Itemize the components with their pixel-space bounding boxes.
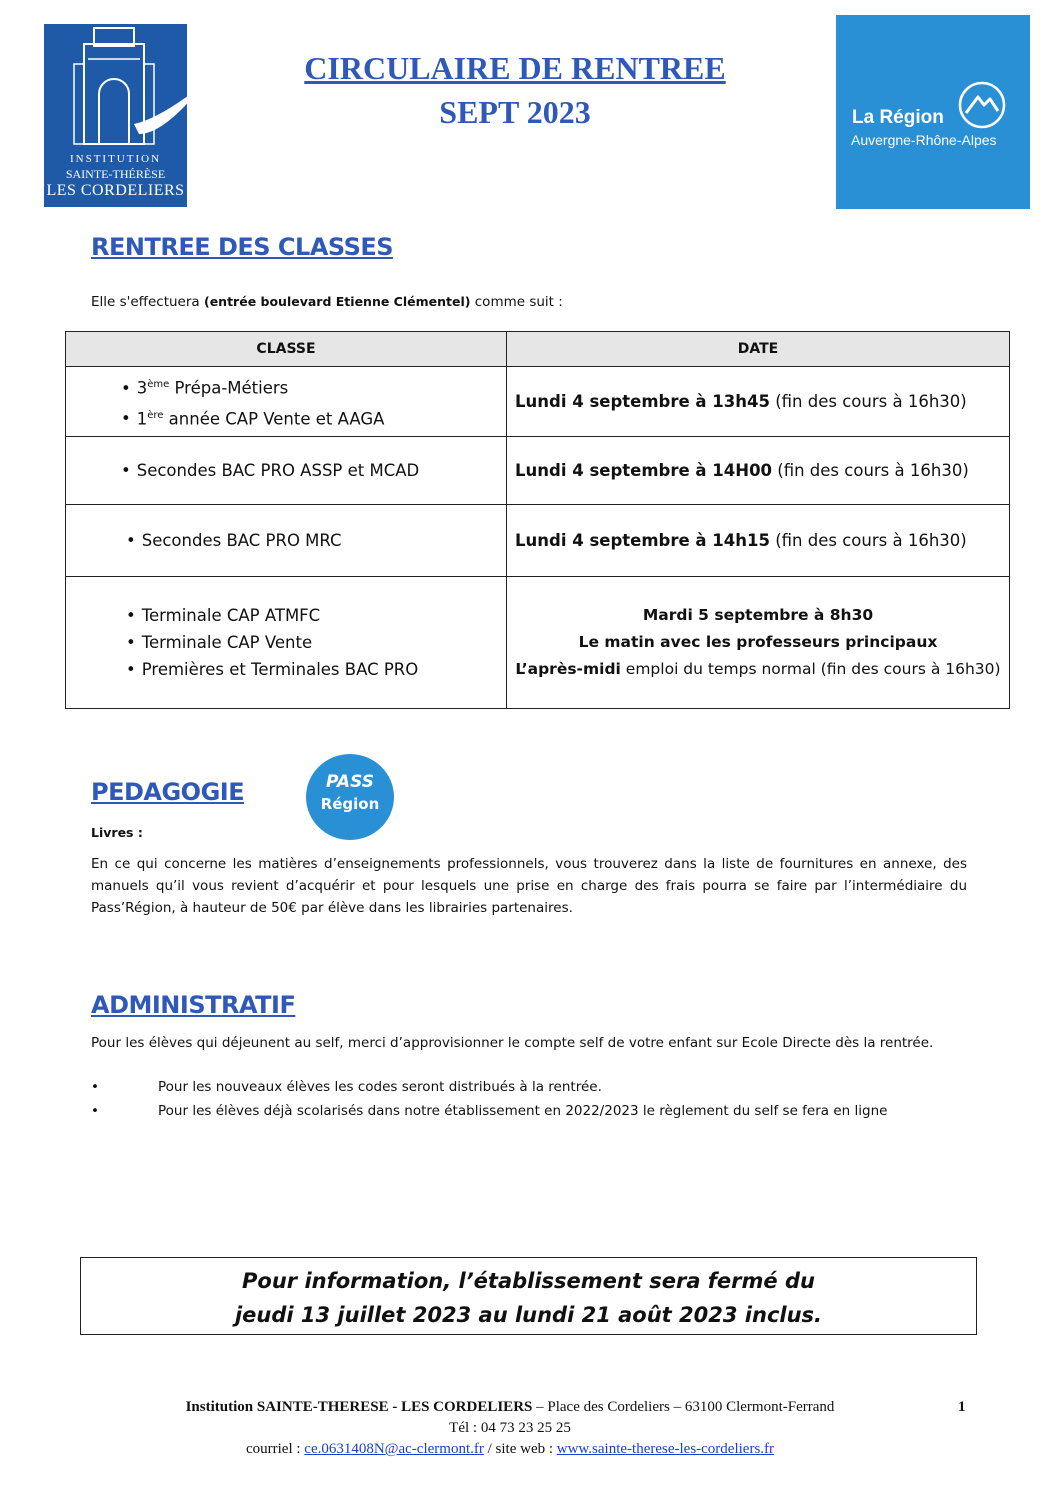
closure-line-1: Pour information, l’établissement sera fermé du [242,1269,815,1293]
pass-region-logo [306,754,394,840]
table-row [66,437,1010,505]
date-cell: Lundi 4 septembre à 13h45 (fin des cours à 16h30) [507,367,1010,437]
date-cell: Mardi 5 septembre à 8h30 Le matin avec les professeurs principaux L’après-midi emploi du temps normal (fin des cours à 16h30) [507,577,1010,709]
mountain-icon [958,81,1006,129]
classe-cell [66,577,507,709]
region-logo-subtitle: Auvergne-Rhône-Alpes [851,132,997,148]
website-link[interactable]: www.sainte-therese-les-cordeliers.fr [556,1441,775,1457]
building-icon [44,24,187,154]
classe-cell [66,505,507,577]
livres-subheading: Livres : [91,825,143,840]
classe-item: • Terminale CAP Vente [126,629,506,656]
rentree-intro-after: comme suit : [470,294,563,310]
page-number: 1 [958,1399,966,1415]
administratif-bullet: • Pour les nouveaux élèves les codes seront distribués à la rentrée. [91,1079,602,1095]
classe-item: • Secondes BAC PRO ASSP et MCAD [121,457,506,484]
rentree-heading: RENTREE DES CLASSES [91,233,394,261]
document-subtitle: SEPT 2023 [439,94,591,130]
pass-logo-line-2: Région [320,795,380,813]
date-cell: Lundi 4 septembre à 14H00 (fin des cours à 16h30) [507,437,1010,505]
pass-logo-line-1: PASS [326,772,374,792]
table-header-row [66,332,1010,367]
institution-logo [44,24,187,207]
pedagogie-paragraph: En ce qui concerne les matières d’enseignements professionnels, vous trouverez dans la liste de fournitures en annexe, des manuels qu’il vous revient d’acquérir et pour lesquels une prise en charge des frais pourra se faire par l’intermédiaire du Pass’Région, à hauteur de 50€ par élève dans les librairies partenaires. [91,856,967,916]
classe-item: • 3ème Prépa-Métiers [121,371,506,402]
table-row [66,505,1010,577]
region-logo [836,15,1030,209]
document-title: CIRCULAIRE DE RENTREE [304,50,726,86]
logo-line-3: LES CORDELIERS [46,182,185,199]
classe-item: • Premières et Terminales BAC PRO [126,656,506,683]
pedagogie-heading: PEDAGOGIE [91,778,245,806]
classe-cell [66,367,507,437]
email-link[interactable]: ce.0631408N@ac-clermont.fr [304,1441,484,1457]
footer-contact: courriel : ce.0631408N@ac-clermont.fr / site web : www.sainte-therese-les-cordeliers.fr [245,1441,775,1457]
closure-notice [80,1257,977,1335]
column-header-date: DATE [507,332,1010,367]
rentree-intro [91,291,563,313]
administratif-paragraph: Pour les élèves qui déjeunent au self, merci d’approvisionner le compte self de votre enfant sur Ecole Directe dès la rentrée. [91,1035,934,1051]
table-row [66,577,1010,709]
footer-phone: Tél : 04 73 23 25 25 [449,1420,571,1436]
classe-item: • Secondes BAC PRO MRC [126,527,506,554]
footer-institution: Institution SAINTE-THERESE - LES CORDELIERS [185,1399,533,1415]
logo-line-1: INSTITUTION [69,153,162,165]
footer-address-text: – Place des Cordeliers – 63100 Clermont-Ferrand [532,1399,835,1415]
table-row [66,367,1010,437]
rentree-intro-before: Elle s'effectuera [91,294,204,310]
footer-address [110,1399,910,1416]
date-cell: Lundi 4 septembre à 14h15 (fin des cours à 16h30) [507,505,1010,577]
classe-item: • Terminale CAP ATMFC [126,602,506,629]
column-header-classe: CLASSE [66,332,507,367]
region-logo-title: La Région [852,107,944,128]
administratif-bullet: • Pour les élèves déjà scolarisés dans notre établissement en 2022/2023 le règlement du self se fera en ligne [91,1103,888,1119]
classe-item: • 1ère année CAP Vente et AAGA [121,402,506,433]
administratif-heading: ADMINISTRATIF [91,991,296,1019]
rentree-table [65,331,1010,709]
classe-cell [66,437,507,505]
rentree-intro-bold: (entrée boulevard Etienne Clémentel) [203,294,471,309]
logo-line-2: SAINTE-THÉRÈSE [65,167,166,181]
closure-line-2: jeudi 13 juillet 2023 au lundi 21 août 2023 inclus. [234,1303,823,1327]
